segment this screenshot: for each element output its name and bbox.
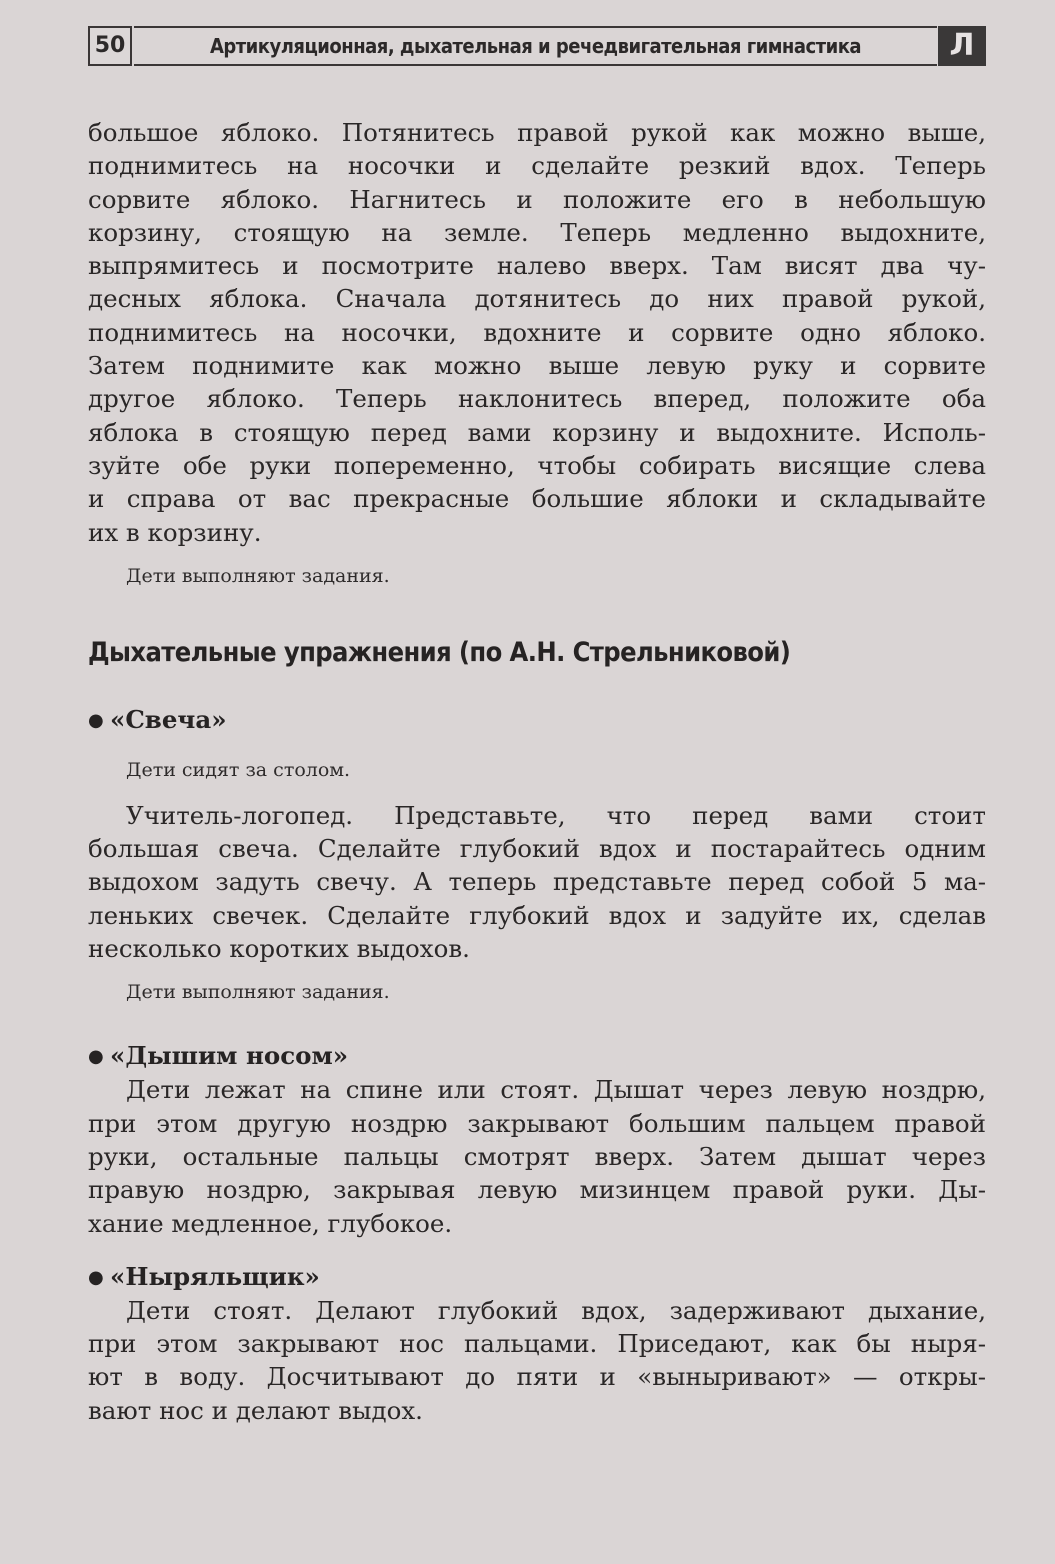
text-line: зуйте обе руки попеременно, чтобы собирать висящие слева [88,450,986,480]
exercise-title: ● «Свеча» [88,703,986,737]
bullet-icon: ● [88,1046,104,1068]
exercise-paragraph [88,1294,986,1427]
text-line: их в корзину. [88,517,262,547]
page-body [88,116,986,1427]
text-line: корзину, стоящую на земле. Теперь медленно выдохните, [88,217,986,247]
text-line: большое яблоко. Потянитесь правой рукой как можно выше, [88,118,986,147]
text-line: хание медленное, глубокое. [88,1208,453,1238]
text-line: Дети лежат на спине или стоят. Дышат через левую ноздрю, [126,1075,986,1105]
text-line: десных яблока. Сначала дотянитесь до них правой рукой, [88,284,986,314]
text-line: сорвите яблоко. Нагнитесь и положите его в небольшую [88,184,986,214]
stage-direction: Дети выполняют задания. [126,981,390,1004]
text-line: поднимитесь на носочки, вдохните и сорвите одно яблоко. [88,317,986,347]
running-title: Артикуляционная, дыхательная и речедвигательная гимнастика [134,26,937,66]
text-line: выдохом задуть свечу. А теперь представьте перед собой 5 ма- [88,867,986,897]
stage-direction: Дети сидят за столом. [126,758,351,781]
publisher-logo-icon: Л [938,26,986,66]
page-number: 50 [88,26,132,66]
text-line: вают нос и делают выдох. [88,1395,423,1425]
text-line: и справа от вас прекрасные большие яблоки и складывайте [88,484,986,514]
text-line: руки, остальные пальцы смотрят вверх. Затем дышат через [88,1141,986,1171]
text-line: яблока в стоящую перед вами корзину и выдохните. Исполь- [88,417,986,447]
text-line: при этом закрывают нос пальцами. Приседают, как бы ныря- [88,1329,986,1359]
page-header [88,26,986,70]
bullet-icon: ● [88,709,104,731]
exercise-title: ● «Дышим носом» [88,1039,986,1073]
bullet-icon: ● [88,1266,104,1288]
text-line: несколько коротких выдохов. [88,934,470,964]
text-line: при этом другую ноздрю закрывают большим пальцем правой [88,1108,986,1138]
text-line: ют в воду. Досчитывают до пяти и «выныривают» — откры- [88,1362,986,1392]
text-line: Дети стоят. Делают глубокий вдох, задерживают дыхание, [126,1295,986,1325]
text-line: другое яблоко. Теперь наклонитесь вперед, положите оба [88,384,986,414]
text-line: Затем поднимите как можно выше левую руку и сорвите [88,351,986,381]
section-heading: Дыхательные упражнения (по А.Н. Стрельниковой) [88,636,791,668]
text-line: поднимитесь на носочки и сделайте резкий вдох. Теперь [88,151,986,181]
exercise-title: ● «Ныряльщик» [88,1260,986,1294]
text-line: леньких свечек. Сделайте глубокий вдох и задуйте их, сделав [88,900,986,930]
text-line: Учитель-логопед. Представьте, что перед вами стоит [126,800,986,830]
exercise-paragraph [88,799,986,965]
intro-paragraph [88,116,986,549]
text-line: правую ноздрю, закрывая левую мизинцем правой руки. Ды- [88,1175,986,1205]
text-line: выпрямитесь и посмотрите налево вверх. Там висят два чу- [88,251,986,281]
text-line: большая свеча. Сделайте глубокий вдох и постарайтесь одним [88,834,986,864]
stage-direction: Дети выполняют задания. [126,564,390,587]
exercise-paragraph [88,1073,986,1239]
